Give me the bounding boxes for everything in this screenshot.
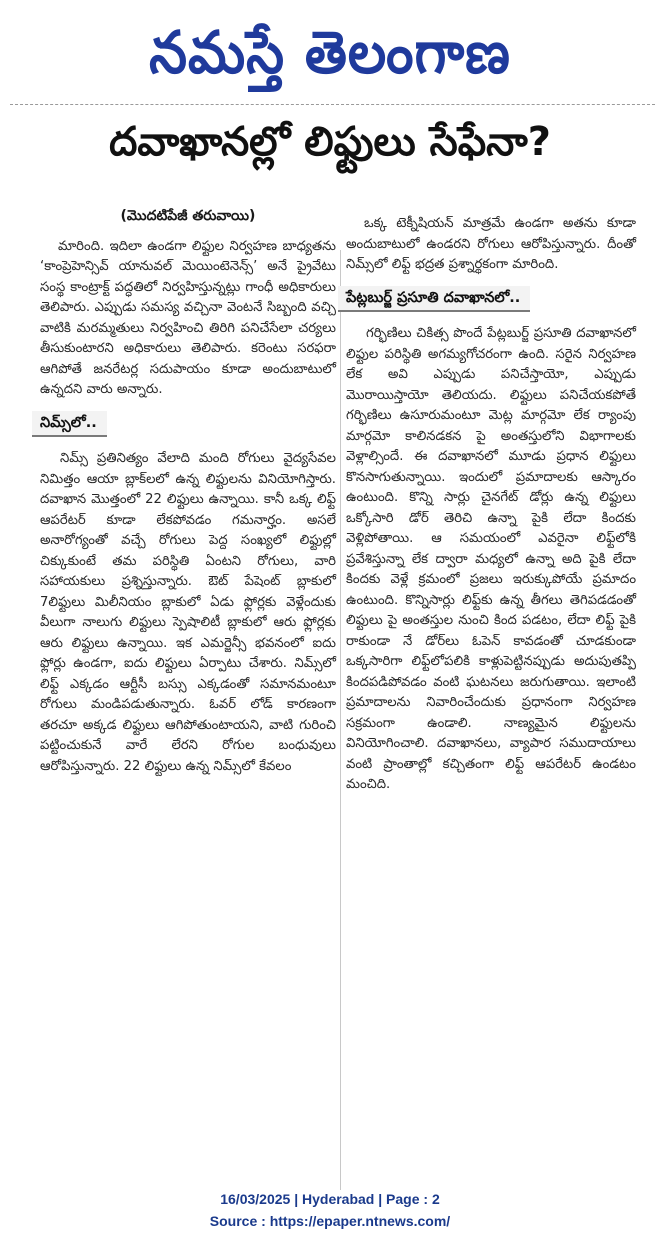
subhead-nims: నిమ్స్‌లో..: [32, 411, 107, 438]
subhead-box-petla: [338, 286, 636, 313]
footer-source-line: Source : https://epaper.ntnews.com/: [209, 1213, 451, 1229]
article-paragraph: ఒక్క టెక్నీషియన్ మాత్రమే ఉండగా అతను కూడా అందుబాటులో ఉండరని రోగులు ఆరోపిస్తున్నారు. దీంతో నిమ్స్‌లో లిఫ్ట్ భద్రత ప్రశ్నార్థకంగా మారింది.: [346, 216, 636, 272]
footer-date-line: 16/03/2025 | Hyderabad | Page : 2: [220, 1191, 440, 1207]
subhead-box-nims: [32, 411, 336, 438]
article-paragraph: మారింది. ఇదిలా ఉండగా లిఫ్టుల నిర్వహణ బాధ్యతను ‘కాంప్రెహెన్సివ్ యానువల్ మెయింటెనెన్స్’ అనే ప్రైవేటు సంస్థ కాంట్రాక్ట్ పద్ధతిలో నిర్వహిస్తున్నట్లు గాంధీ అధికారులు తెలిపారు. ఎప్పుడు సమస్య వచ్చినా వెంటనే సిబ్బంది వచ్చి వాటికి మరమ్మతులు నిర్వహించి తిరిగి పనిచేసేలా చర్యలు తీసుకుంటారని అధికారులు తెలిపారు. కరెంటు సరఫరా ఆగిపోతే జనరేటర్ల సదుపాయం కూడా అందుబాటులో ఉన్నదని వారు అన్నారు.: [40, 238, 336, 397]
masthead: [0, 0, 660, 105]
article-paragraph: నిమ్స్ ప్రతినిత్యం వేలాది మంది రోగులు వైద్యసేవల నిమిత్తం ఆయా బ్లాక్‌లలో ఉన్న లిఫ్టులను వినియోగిస్తారు. దవాఖాన మొత్తంలో 22 లిఫ్టులు ఉన్నాయి. కానీ ఒక్క లిఫ్ట్ ఆపరేటర్ కూడా లేకపోవడం గమనార్హం. అసలే అనారోగ్యంతో వచ్చే రోగులు పెద్ద సంఖ్యలో లిఫ్టుల్లో చిక్కుకుంటే తమ పరిస్థితి ఏంటని రోగులు, వారి సహాయకులు ప్రశ్నిస్తున్నారు. ఔట్ పేషెంట్ బ్లాకులో 7లిఫ్టులు మిలీనియం బ్లాకులో ఏడు ఫ్లోర్లకు వెళ్లేందుకు వీలుగా నాలుగు లిఫ్టులు స్పెషాలిటీ బ్లాకులో ఆరు ఫ్లోర్లకు ఆరు లిఫ్టులు ఉన్నాయి. ఇక ఎమర్జెన్సీ భవనంలో ఐదు ఫ్లోర్లు ఉండగా, ఐదు లిఫ్టులు ఏర్పాటు చేశారు. నిమ్స్‌లో లిఫ్ట్ ఎక్కడం ఆర్టీసీ బస్సు ఎక్కడంతో సమానమంటూ రోగులు మండిపడుతున్నారు. ఓవర్ లోడ్ కారణంగా తరచూ అక్కడ లిఫ్టులు ఆగిపోతుంటాయని, వాటి గురించి పట్టించుకునే వారే లేరని రోగుల బంధువులు ఆరోపిస్తున్నారు. 22 లిఫ్టులు ఉన్న నిమ్స్‌లో కేవలం: [40, 451, 336, 774]
article-column-right: [346, 214, 636, 802]
header-divider: [10, 104, 655, 105]
subhead-petlaburj: పేట్లబుర్జ్ ప్రసూతి దవాఖానలో..: [338, 286, 530, 313]
article-column-left: [40, 206, 336, 783]
continued-label: (మొదటిపేజీ తరువాయి): [120, 208, 256, 224]
article-paragraph: గర్భిణిలు చికిత్స పొందే పేట్లబుర్జ్ ప్రసూతి దవాఖానలో లిఫ్టుల పరిస్థితి అగమ్యగోచరంగా ఉంది. సరైన నిర్వహణ లేక అవి ఎప్పుడు పనిచేస్తాయో, ఎప్పుడు మొరాయిస్తాయో తెలియదు. లిఫ్టులు పనిచేయకపోతే గర్భిణిలు ఉసూరుమంటూ మెట్ల మార్గమో లేక ర్యాంపు మార్గమో కాలినడకన పై అంతస్తులోని విభాగాలకు వెళ్లాల్సిందే. ఈ దవాఖానలో మూడు ప్రధాన లిఫ్టులు కొనసాగుతున్నాయి. ఇందులో ప్రమాదాలకు ఆస్కారం ఉంటుంది. కొన్ని సార్లు చైనగేట్ డోర్లు ఉన్న లిఫ్టులు ఒక్కోసారి డోర్ తెరిచి ఉన్నా పైకి లేదా కిందకు వెళ్లిపోతాయి. ఆ సమయంలో ఎవరైనా లిఫ్ట్‌లోకి ప్రవేశిస్తున్నా లేక ద్వారా మధ్యలో ఉన్నా అది పైకి లేదా కిందకు వెళ్లే క్రమంలో ప్రజలు ఇరుక్కుపోయే ప్రమాదం ఉంటుంది. కొన్నిసార్లు లిఫ్ట్‌కు ఉన్న తీగలు తెగిపడడంతో లిఫ్టులు పై అంతస్తుల నుంచి కింద పడటం, లేదా లిఫ్ట్ పైకి రాకుండా నే డోర్‌లు ఓపెన్ కావడంతో చూడకుండా ఒక్కసారిగా లిఫ్ట్‌లోపలికి కాళ్లుపెట్టినప్పుడు అదుపుతప్పి కిందపడిపోవడం వంటి ఘటనలు జరుగుతాయి. ఇలాంటి ప్రమాదాలను నివారించేందుకు ప్రధానంగా నిర్వహణ సక్రమంగా ఉండాలి. నాణ్యమైన లిఫ్టులను వినియోగించాలి. దవాఖానలు, వ్యాపార సముదాయాలు వంటి ప్రాంతాల్లో కచ్చితంగా లిఫ్ట్ ఆపరేటర్ ఉండటం మంచిది.: [346, 326, 636, 792]
page-footer: [0, 1188, 660, 1232]
column-divider: [340, 250, 341, 1190]
newspaper-logo: నమస్తే తెలంగాణ: [149, 17, 511, 86]
article-headline: దవాఖానల్లో లిఫ్టులు సేఫేనా?: [109, 119, 551, 165]
